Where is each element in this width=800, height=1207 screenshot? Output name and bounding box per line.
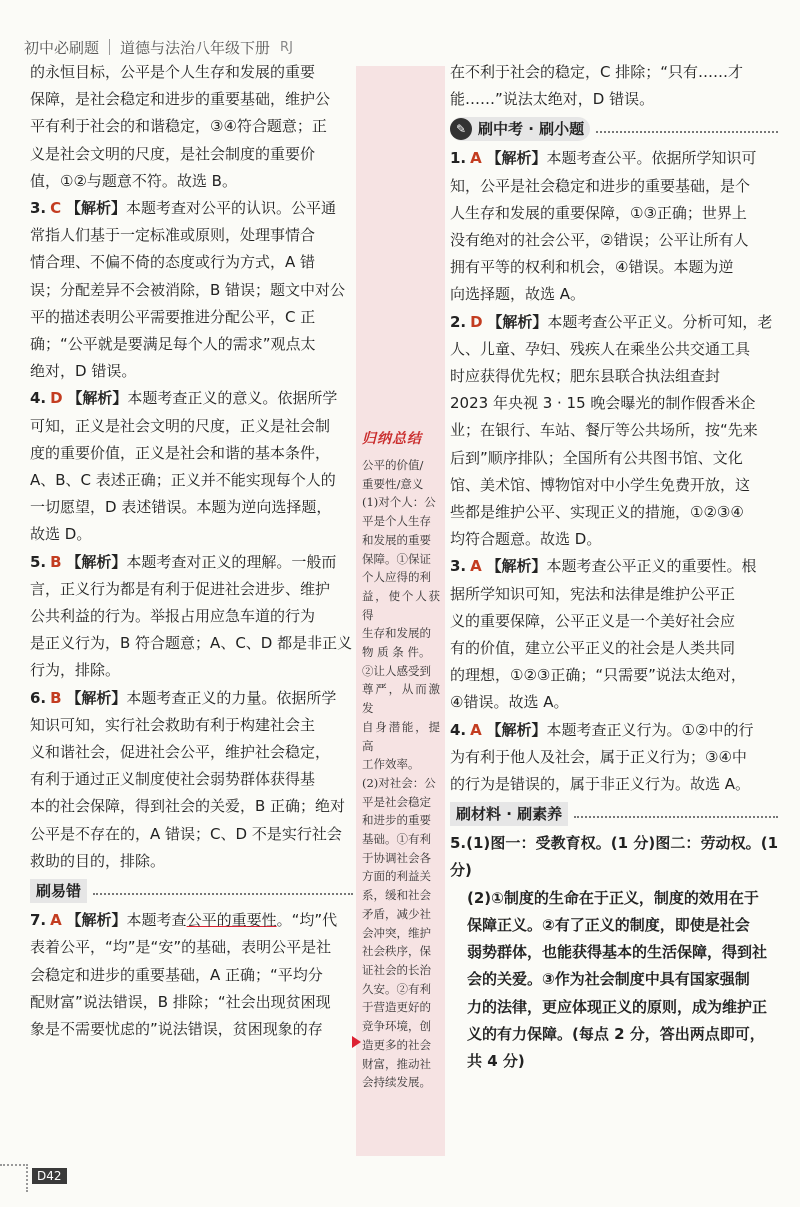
analysis-tag: 【解析】 [66, 552, 127, 571]
text-line: 确；“公平就是要满足每个人的需求”观点太 [30, 335, 316, 354]
text-line: 保障。①保证 [362, 551, 431, 566]
summary-title: 归纳总结 [362, 431, 422, 447]
text-line: 竞争环境，创 [362, 1019, 431, 1034]
answer-text: (1)图一：受教育权。(1 分)图二：劳动权。(1 分) [450, 834, 778, 880]
text-line: 故选 D。 [30, 525, 92, 544]
right-column [450, 59, 778, 1075]
analysis-text: 本题考查对正义的理解。一般而 [126, 552, 337, 571]
text-line: 义是社会文明的尺度，是社会制度的重要价 [30, 144, 316, 163]
text-line: 配财富”说法错误，B 排除；“社会出现贫困现 [30, 992, 331, 1011]
question-1-right [450, 145, 778, 308]
text-line: 平有利于社会的和谐稳定，③④符合题意；正 [30, 117, 327, 136]
text-line: 于营造更好的 [362, 1000, 431, 1015]
text-line: 益，使个人获得 [362, 588, 440, 622]
text-line: 系，缓和社会 [362, 888, 431, 903]
analysis-tag: 【解析】 [66, 688, 127, 707]
text-line: 力的法律，更应体现正义的原则，成为维护正 [467, 997, 768, 1016]
text-line: 生存和发展的 [362, 626, 431, 641]
text-line: 会的关爱。③作为社会制度中具有国家强制 [467, 970, 750, 989]
text-line: 行为，排除。 [30, 661, 121, 680]
section-title: 刷中考 · 刷小题 [478, 119, 585, 138]
question-number: 4. [450, 720, 467, 739]
question-number: 4. [30, 389, 47, 408]
dotted-rule [596, 131, 778, 133]
text-line: 造更多的社会 [362, 1037, 431, 1052]
text-line: 向选择题，故选 A。 [450, 285, 586, 304]
question-number: 2. [450, 312, 467, 331]
analysis-lines [450, 173, 778, 309]
analysis-lines [30, 576, 353, 685]
analysis-text: 本题考查公平正义的重要性。根 [546, 557, 757, 576]
analysis-text: 本题考查正义的力量。依据所学 [126, 688, 337, 707]
subject-title: 道德与法治八年级下册 [120, 38, 271, 57]
text-line: 会冲突，维护 [362, 925, 431, 940]
text-line: ②让人感受到 [362, 663, 431, 678]
text-line: 公共利益的行为。举报占用应急车道的行为 [30, 607, 316, 626]
text-line: 尊严，从而激发 [362, 682, 440, 716]
text-line: 业；在银行、车站、餐厅等公共场所，按“先来 [450, 421, 758, 440]
text-line: 常指人们基于一定标准或原则，处理事情合 [30, 226, 316, 245]
answer-letter: A [50, 911, 62, 930]
analysis-lines [450, 744, 778, 798]
question-6-left [30, 685, 353, 875]
text-line: 知识可知，实行社会救助有利于构建社会主 [30, 715, 316, 734]
edition-label: RJ [280, 39, 293, 55]
analysis-lines [30, 934, 353, 1043]
answer-letter: A [470, 557, 482, 576]
text-line: 2023 年央视 3 · 15 晚会曝光的制作假香米企 [450, 394, 756, 413]
left-column [30, 59, 353, 1043]
text-line: 义的有力保障。(每点 2 分，答出两点即可， [467, 1024, 765, 1043]
underlined-keyword: 公平的重要性 [186, 911, 277, 930]
text-line: 拥有平等的权利和机会，④错误。本题为逆 [450, 258, 734, 277]
analysis-text: 本题考查正义的意义。依据所学 [127, 389, 338, 408]
text-line: 有的价值，建立公平正义的社会是人类共同 [450, 639, 736, 658]
text-line: 误；分配差异不会被消除，B 错误；题文中对公 [30, 280, 346, 299]
dotted-rule [93, 893, 353, 895]
text-line: 共 4 分) [467, 1051, 525, 1070]
question-2-right [450, 309, 778, 554]
section-header-yicuo [30, 875, 353, 907]
series-title: 初中必刷题 [24, 38, 100, 57]
question-3-right [450, 553, 778, 716]
right-continuation [450, 59, 778, 113]
page-number: D42 [32, 1168, 67, 1184]
analysis-tag: 【解析】 [486, 149, 547, 168]
text-line: 的理想，①②③正确；“只需要”说法太绝对， [450, 666, 746, 685]
text-line: 财富，推动社 [362, 1056, 431, 1071]
analysis-lines [30, 222, 353, 385]
text-line: 情合理、不偏不倚的态度或行为方式，A 错 [30, 253, 316, 272]
text-line: 后到”顺序排队；全国所有公共图书馆、文化 [450, 448, 743, 467]
analysis-lines [30, 712, 353, 875]
text-line: 证社会的长治 [362, 962, 431, 977]
dotted-rule [574, 816, 778, 818]
text-line: 一切愿望，D 表述错误。本题为逆向选择题， [30, 498, 332, 517]
analysis-text: 本题考查正义行为。①②中的行 [546, 720, 754, 739]
text-line: 弱势群体，也能获得基本的生活保障，得到社 [467, 943, 768, 962]
text-line: 平是社会稳定 [362, 794, 431, 809]
text-line: 社会秩序，保 [362, 944, 431, 959]
text-line: 矛盾，减少社 [362, 906, 431, 921]
question-number: 3. [450, 557, 467, 576]
left-continuation [30, 59, 353, 195]
page-header [24, 34, 293, 60]
text-line: 能……”说法太绝对，D 错误。 [450, 90, 655, 109]
text-line: 时应获得优先权；肥东县联合执法组查封 [450, 367, 721, 386]
text-line: 工作效率。 [362, 757, 420, 772]
answer-letter: D [470, 312, 483, 331]
text-line: 于协调社会各 [362, 850, 431, 865]
text-line: 自身潜能，提高 [362, 719, 440, 753]
analysis-lines [450, 336, 778, 554]
text-line: 义和谐社会，促进社会公平，维护社会稳定， [30, 743, 331, 762]
text-line: 平的描述表明公平需要推进分配公平，C 正 [30, 307, 316, 326]
header-divider [109, 39, 110, 55]
analysis-tag: 【解析】 [486, 557, 547, 576]
text-line: 义的重要保障，公平正义是一个美好社会应 [450, 611, 736, 630]
text-line: 表着公平，“均”是“安”的基础，表明公平是社 [30, 938, 332, 957]
analysis-tag: 【解析】 [67, 389, 128, 408]
text-line: 绝对，D 错误。 [30, 362, 137, 381]
question-number: 6. [30, 688, 47, 707]
question-number: 7. [30, 911, 47, 930]
text-line: 象是不需要忧虑的”说法错误，贫困现象的存 [30, 1019, 323, 1038]
text-line: 平是个人生存 [362, 514, 431, 529]
pointer-arrow-icon [352, 1036, 361, 1048]
text-line: 的永恒目标，公平是个人生存和发展的重要 [30, 63, 316, 81]
text-line: 值，①②与题意不符。故选 B。 [30, 171, 237, 190]
analysis-text: 本题考查对公平的认识。公平通 [125, 199, 336, 218]
answer-letter: B [50, 688, 62, 707]
text-line: 是正义行为，B 符合题意；A、C、D 都是非正义 [30, 634, 353, 653]
text-line: 人生存和发展的重要保障，①③正确；世界上 [450, 203, 747, 222]
section-header-zhongkao [450, 113, 778, 145]
text-line: (2)①制度的生命在于正义，制度的效用在于 [467, 888, 759, 907]
text-line: 和发展的重要 [362, 532, 431, 547]
text-line: 会持续发展。 [362, 1075, 431, 1090]
question-number: 5. [30, 552, 47, 571]
text-line: 为有利于他人及社会，属于正义行为；③④中 [450, 747, 747, 766]
question-5-right [450, 830, 778, 1075]
answer-letter: A [470, 149, 482, 168]
text-line: 保障正义。②有了正义的制度，即使是社会 [467, 915, 750, 934]
analysis-lines [450, 581, 778, 717]
text-line: 馆、美术馆、博物馆对中小学生免费开放，这 [450, 475, 751, 494]
text-line: 均符合题意。故选 D。 [450, 530, 602, 549]
text-line: A、B、C 表述正确；正义并不能实现每个人的 [30, 471, 336, 490]
text-line: 基础。①有利 [362, 832, 431, 847]
text-line: 物 质 条 件。 [362, 645, 431, 660]
answer-letter: A [470, 720, 482, 739]
section-title: 刷易错 [30, 879, 87, 903]
text-line: (1)对个人：公 [362, 495, 436, 510]
analysis-tag: 【解析】 [65, 199, 126, 218]
question-3-left [30, 195, 353, 385]
answer-lines [450, 885, 778, 1075]
section-header-cailiao [450, 798, 778, 830]
text-line: 重要性/意义 [362, 476, 424, 491]
analysis-tag: 【解析】 [66, 911, 127, 930]
text-line: 些都是维护公平、实现正义的措施，①②③④ [450, 503, 744, 522]
text-line: 据所学知识可知，宪法和法律是维护公平正 [450, 584, 736, 603]
question-5-left [30, 549, 353, 685]
corner-mark [0, 1164, 28, 1192]
analysis-text: 本题考查 [126, 911, 187, 930]
answer-letter: B [50, 552, 62, 571]
section-title: 刷材料 · 刷素养 [450, 802, 568, 826]
pencil-icon: ✎ [450, 118, 472, 140]
question-4-right [450, 717, 778, 799]
text-line: 会稳定和进步的重要基础，A 正确；“平均分 [30, 965, 323, 984]
question-4-left [30, 385, 353, 548]
question-number: 1. [450, 149, 467, 168]
text-line: 度的重要价值，正义是社会和谐的基本条件， [30, 443, 331, 462]
analysis-tag: 【解析】 [486, 720, 547, 739]
answer-letter: D [50, 389, 63, 408]
text-line: 言，正义行为都是有利于促进社会进步、维护 [30, 579, 331, 598]
analysis-lines [30, 413, 353, 549]
text-line: 个人应得的利 [362, 570, 431, 585]
text-line: 方面的利益关 [362, 869, 431, 884]
text-line: 本的社会保障，得到社会的关爱，B 正确；绝对 [30, 797, 346, 816]
text-line: 可知，正义是社会文明的尺度，正义是社会制 [30, 416, 331, 435]
analysis-text: 。“均”代 [276, 911, 338, 930]
text-line: 的行为是错误的，属于非正义行为。故选 A。 [450, 775, 751, 794]
summary-body [362, 456, 440, 1092]
text-line: ④错误。故选 A。 [450, 693, 569, 712]
text-line: 保障，是社会稳定和进步的重要基础，维护公 [30, 90, 331, 109]
analysis-text: 本题考查公平。依据所学知识可 [546, 149, 757, 168]
text-line: (2)对社会：公 [362, 775, 436, 790]
text-line: 人、儿童、孕妇、残疾人在乘坐公共交通工具 [450, 339, 751, 358]
question-number: 3. [30, 199, 47, 218]
text-line: 没有绝对的社会公平，②错误；公平让所有人 [450, 231, 749, 250]
analysis-tag: 【解析】 [487, 312, 548, 331]
answer-letter: C [50, 199, 62, 218]
text-line: 在不利于社会的稳定，C 排除；“只有……才 [450, 63, 744, 81]
text-line: 公平的价值/ [362, 458, 424, 472]
text-line: 救助的目的，排除。 [30, 851, 166, 870]
text-line: 和进步的重要 [362, 813, 431, 828]
text-line: 公平是不存在的，A 错误；C、D 不是实行社会 [30, 824, 342, 843]
text-line: 知，公平是社会稳定和进步的重要基础，是个 [450, 176, 751, 195]
text-line: 有利于通过正义制度使社会弱势群体获得基 [30, 770, 316, 789]
text-line: 久安。②有利 [362, 981, 431, 996]
question-7-left [30, 907, 353, 1043]
analysis-text: 本题考查公平正义。分析可知，老 [547, 312, 773, 331]
question-number: 5. [450, 834, 467, 853]
